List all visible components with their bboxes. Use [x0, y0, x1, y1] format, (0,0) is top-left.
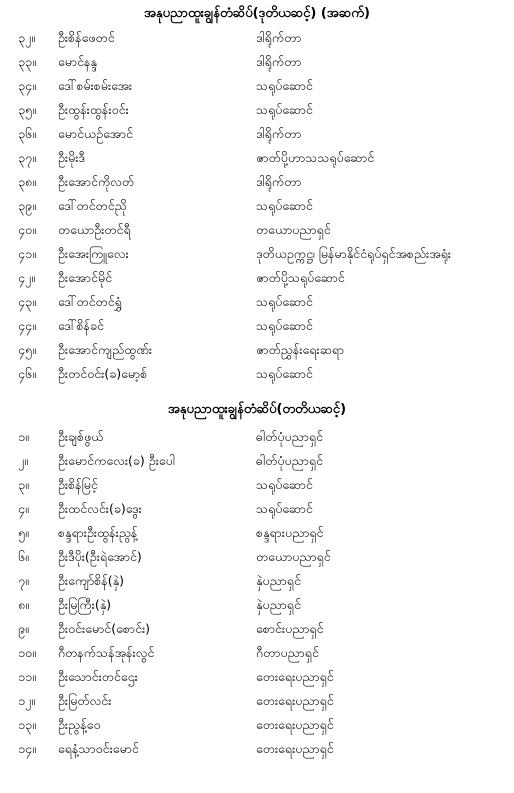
person-role: တယောပညာရှင်	[256, 549, 331, 564]
item-number: ၃၅။	[18, 102, 36, 117]
list-item	[0, 737, 514, 761]
person-name: ဦးဒီပိုး(ဦးရဲအောင်)	[58, 549, 142, 564]
list-item	[0, 713, 514, 737]
person-name: ဦးမြတ်လင်း	[58, 693, 112, 708]
person-role: တေးရေးပညာရှင်	[256, 693, 334, 708]
list-item	[0, 641, 514, 665]
list-item	[0, 146, 514, 170]
item-number: ၃၈။	[18, 174, 36, 189]
item-number: ၃၆။	[18, 126, 36, 141]
list-item	[0, 617, 514, 641]
item-number: ၂။	[18, 453, 28, 468]
list-item	[0, 194, 514, 218]
item-number: ၁၄။	[18, 741, 36, 756]
list-item	[0, 665, 514, 689]
person-role: ဓါတ်ပုံပညာရှင်	[256, 429, 323, 444]
person-role: ဒါရိုက်တာ	[256, 126, 302, 141]
item-number: ၄၂။	[18, 270, 35, 285]
person-role: သရုပ်ဆောင်	[256, 294, 313, 309]
person-role: သရုပ်ဆောင်	[256, 366, 313, 381]
list-item	[0, 497, 514, 521]
person-name: ဂီတနက်သန်အုန်းလွင်	[58, 645, 155, 660]
person-name: ဦးထင်လင်း(ခ)ဒွေး	[58, 501, 142, 516]
person-role: သရုပ်ဆောင်	[256, 198, 313, 213]
person-name: ဒေါ်စိန်ခင်	[58, 318, 104, 333]
person-name: တယောဦးတင်ရီ	[58, 222, 131, 237]
list-item	[0, 569, 514, 593]
person-name: ရေနံ့သာဝင်းမောင်	[58, 741, 139, 756]
person-role: တေးရေးပညာရှင်	[256, 741, 334, 756]
item-number: ၃၂။	[18, 30, 35, 45]
item-number: ၄၃။	[18, 294, 36, 309]
person-name: ဦးအောင်မိုင်	[58, 270, 113, 285]
person-role: ဓါတ်ပုံပညာရှင်	[256, 453, 323, 468]
person-name: ဦးညွန့်ဝေ	[58, 717, 101, 732]
person-name: မောင်ယဉ်အောင်	[58, 126, 133, 141]
person-name: ဦးမိုးဒီ	[58, 150, 85, 165]
person-role: သရုပ်ဆောင်	[256, 78, 313, 93]
person-name: ဦးစိန်ဖေတင်	[58, 30, 115, 45]
section-heading-third-grade: အနုပညာထူးချွန်တံဆိပ်(တတိယဆင့်)	[167, 402, 347, 417]
item-number: ၄။	[18, 501, 29, 516]
person-name: ဦးအောင်ကိုလတ်	[58, 174, 135, 189]
person-name: ဒေါ်တင်တင်ရွှံ	[58, 294, 122, 309]
list-item	[0, 170, 514, 194]
person-name: ဦးကျော်စိန်(နှဲ)	[58, 573, 124, 588]
person-role: ဇာတ်ပို့ဟာသသရုပ်ဆောင်	[256, 150, 375, 165]
person-role: စန္ဒရားပညာရှင်	[256, 525, 324, 540]
list-item	[0, 26, 514, 50]
person-name: ဦးချစ်ဖွယ်	[58, 429, 104, 444]
item-number: ၄၁။	[18, 246, 36, 261]
list-item	[0, 266, 514, 290]
person-name: ဦးစိန်မြင့်	[58, 477, 98, 492]
person-name: စန္ဒရားဦးထွန်းညွန့်	[58, 525, 138, 540]
person-role: သရုပ်ဆောင်	[256, 477, 313, 492]
item-number: ၃။	[18, 477, 29, 492]
list-item	[0, 314, 514, 338]
list-item	[0, 74, 514, 98]
item-number: ၄၆။	[18, 366, 36, 381]
item-number: ၁၀။	[18, 645, 36, 660]
person-role: တယောပညာရှင်	[256, 222, 331, 237]
person-name: ဦးတင်ဝင်း(ခ)မော့စ်	[58, 366, 148, 381]
list-item	[0, 689, 514, 713]
list-item	[0, 50, 514, 74]
item-number: ၄၄။	[18, 318, 36, 333]
list-item	[0, 218, 514, 242]
item-number: ၄၀။	[18, 222, 36, 237]
list-item	[0, 473, 514, 497]
list-item	[0, 545, 514, 569]
person-name: မောင်နန္ဒ	[58, 54, 97, 69]
person-name: ဒေါ်စမ်းစမ်းအေး	[58, 78, 133, 93]
item-number: ၅။	[18, 525, 29, 540]
person-role: သရုပ်ဆောင်	[256, 501, 313, 516]
list-item	[0, 362, 514, 386]
person-name: ဦးသောင်းတင်ဌေး	[58, 669, 138, 684]
item-number: ၁၁။	[18, 669, 36, 684]
person-role: နှဲပညာရှင်	[256, 597, 301, 612]
list-item	[0, 425, 514, 449]
list-item	[0, 98, 514, 122]
list-item	[0, 122, 514, 146]
person-role: သရုပ်ဆောင်	[256, 318, 313, 333]
person-role: ဒုတိယဥက္ကဋ္ဌ၊ မြန်မာနိုင်ငံရုပ်ရှင်အစည်းအရုံး	[256, 246, 452, 261]
person-name: ဦးမြကြီး(နှဲ)	[58, 597, 112, 612]
item-number: ၃၉။	[18, 198, 36, 213]
item-number: ၄၅။	[18, 342, 36, 357]
list-item	[0, 290, 514, 314]
item-number: ၆။	[18, 549, 29, 564]
person-role: နှဲပညာရှင်	[256, 573, 301, 588]
person-name: ဒေါ်တင်တင်ညို	[58, 198, 127, 213]
list-item	[0, 521, 514, 545]
item-number: ၃၇။	[18, 150, 36, 165]
item-number: ၃၃။	[18, 54, 36, 69]
person-role: သရုပ်ဆောင်	[256, 102, 313, 117]
item-number: ၈။	[18, 597, 29, 612]
person-role: တေးရေးပညာရှင်	[256, 717, 334, 732]
section-heading-second-grade: အနုပညာထူးချွန်တံဆိပ်(ဒုတိယဆင့်) (အဆက်)	[144, 6, 370, 21]
list-item	[0, 242, 514, 266]
person-role: စောင်းပညာရှင်	[256, 621, 324, 636]
item-number: ၉။	[18, 621, 29, 636]
person-role: ဇာတ်ညွှန်းရေးဆရာ	[256, 342, 345, 357]
item-number: ၇။	[18, 573, 29, 588]
person-name: ဦးမောင်ကလေး(ခ) ဦးပေါ	[58, 453, 175, 468]
person-role: ဂီတာပညာရှင်	[256, 645, 319, 660]
person-role: ဒါရိုက်တာ	[256, 54, 302, 69]
person-name: ဦးအေးကြူလေး	[58, 246, 129, 261]
item-number: ၁၂။	[18, 693, 35, 708]
person-role: တေးရေးပညာရှင်	[256, 669, 334, 684]
list-item	[0, 449, 514, 473]
list-item	[0, 338, 514, 362]
person-role: ဇာတ်ပို့သရုပ်ဆောင်	[256, 270, 345, 285]
person-name: ဦးဝင်းမောင်(စောင်း)	[58, 621, 151, 636]
person-role: ဒါရိုက်တာ	[256, 30, 302, 45]
person-name: ဦးထွန်းထွန်းဝင်း	[58, 102, 129, 117]
item-number: ၃၄။	[18, 78, 36, 93]
person-name: ဦးအောင်ကျည်ထွဏ်း	[58, 342, 153, 357]
person-role: ဒါရိုက်တာ	[256, 174, 302, 189]
list-item	[0, 593, 514, 617]
item-number: ၁။	[18, 429, 29, 444]
item-number: ၁၃။	[18, 717, 36, 732]
